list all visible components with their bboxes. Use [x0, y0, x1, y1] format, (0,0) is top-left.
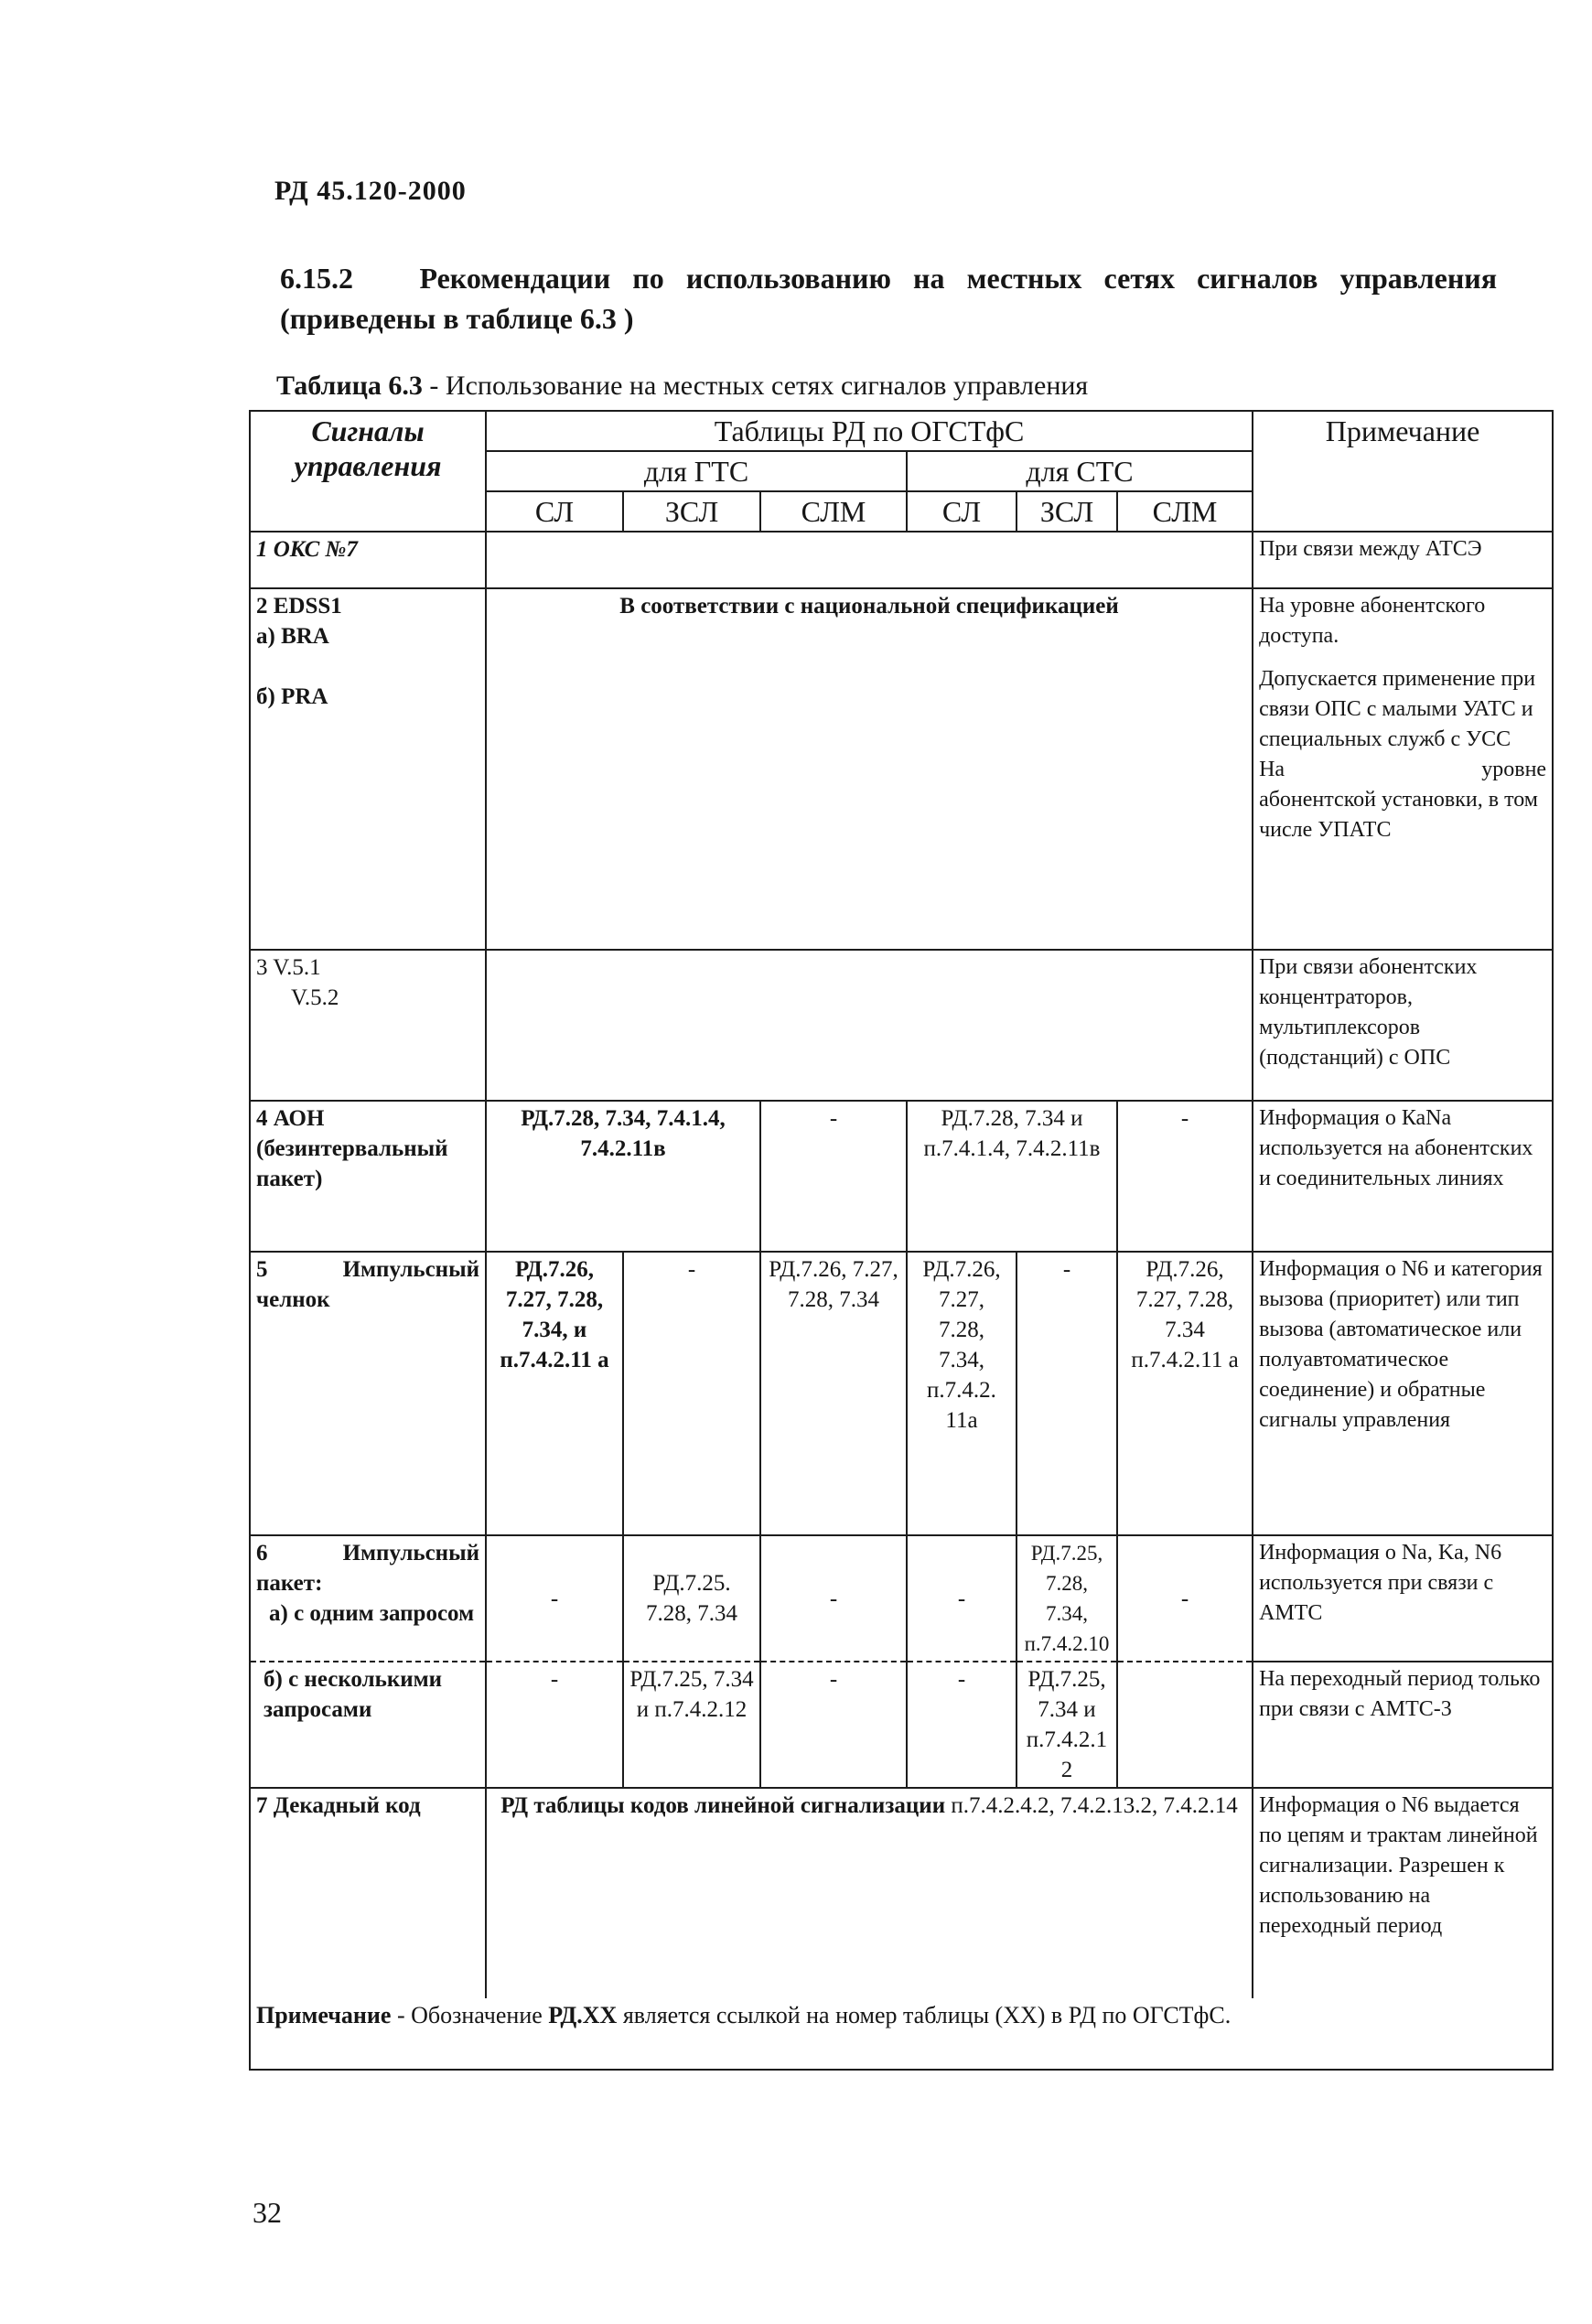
table-row [250, 1662, 1553, 1788]
row6a-signal-b: Импульсный [342, 1541, 479, 1565]
row6a-signal-c: пакет: [256, 1571, 323, 1596]
row2-note-b2b: уровне [1481, 758, 1547, 781]
row5-signal-c: челнок [256, 1287, 330, 1312]
row4-sts: РД.7.28, 7.34 и п.7.4.1.4, 7.4.2.11в [907, 1101, 1117, 1252]
header-gts-sl: СЛ [486, 491, 623, 532]
row2-note-a: На уровне абонентского доступа. [1259, 594, 1486, 648]
header-row-1 [250, 411, 1553, 451]
section-title: Рекомендации по использованию на местных сетях сигналов управления [419, 262, 1498, 295]
row5-sts-sl: РД.7.26, 7.27, 7.28, 7.34, п.7.4.2. 11а [907, 1252, 1017, 1535]
table-row [250, 1788, 1553, 1998]
row5-signal [250, 1252, 486, 1535]
row5-gts-zsl: - [623, 1252, 760, 1535]
table-row [250, 588, 1553, 950]
row5-signal-b: Импульсный [342, 1257, 479, 1282]
header-signals: Сигналы управления [250, 411, 486, 532]
row7-signal: 7 Декадный код [250, 1788, 486, 1998]
row1-tables [486, 532, 1253, 588]
section-heading [280, 258, 1497, 339]
row6b-note: На переходный период только при связи с АМТС-3 [1253, 1662, 1553, 1788]
row6a-gts-sl: - [486, 1535, 623, 1662]
row5-gts-sl: РД.7.26, 7.27, 7.28, 7.34, и п.7.4.2.11 а [486, 1252, 623, 1535]
row6a-gts-zsl: РД.7.25. 7.28, 7.34 [623, 1535, 760, 1662]
row6b-signal: б) с несколькими запросами [250, 1662, 486, 1788]
row6b-gts-zsl: РД.7.25, 7.34 и п.7.4.2.12 [623, 1662, 760, 1788]
table-row [250, 1101, 1553, 1252]
table-footnote [250, 1998, 1553, 2070]
section-subtitle: (приведены в таблице 6.3 ) [280, 302, 634, 335]
row7-tables [486, 1788, 1253, 1998]
table-caption-label: Таблица 6.3 [276, 371, 423, 401]
row6a-gts-slm: - [760, 1535, 907, 1662]
row2-signal [250, 588, 486, 950]
row4-gts: РД.7.28, 7.34, 7.4.1.4, 7.4.2.11в [486, 1101, 760, 1252]
row6b-gts-sl: - [486, 1662, 623, 1788]
row3-signal-2: V.5.2 [291, 985, 339, 1010]
row6b-sts-zsl: РД.7.25, 7.34 и п.7.4.2.1 2 [1017, 1662, 1117, 1788]
header-sts-slm: СЛМ [1117, 491, 1253, 532]
header-gts-zsl: ЗСЛ [623, 491, 760, 532]
table-caption [276, 371, 1088, 402]
row3-note: При связи абонентских концентраторов, мультиплексоров (подстанций) с ОПС [1253, 950, 1553, 1101]
row2-note-b2a: На [1259, 758, 1285, 781]
table-row [250, 532, 1553, 588]
table-row [250, 1535, 1553, 1662]
footnote-row [250, 1998, 1553, 2070]
row4-sts-slm: - [1117, 1101, 1253, 1252]
row7-span-bold: РД таблицы кодов линейной сигнализации [500, 1793, 946, 1818]
row1-note: При связи между АТСЭ [1253, 532, 1553, 588]
row6a-note: Информация о Na, Ka, N6 используется при связи с АМТС [1253, 1535, 1553, 1662]
row6a-sts-zsl: РД.7.25, 7.28, 7.34, п.7.4.2.10 [1017, 1535, 1117, 1662]
row6b-sts-slm [1117, 1662, 1253, 1788]
footnote-text-2: является ссылкой на номер таблицы (ХХ) в РД по ОГСТфС. [617, 2002, 1232, 2028]
row6a-signal-line [256, 1538, 479, 1568]
row5-signal-line [256, 1254, 479, 1285]
row4-signal: 4 АОН (безинтервальный пакет) [250, 1101, 486, 1252]
row7-span-rest: п.7.4.2.4.2, 7.4.2.13.2, 7.4.2.14 [945, 1793, 1238, 1818]
row2-tables: В соответствии с национальной спецификацией [486, 588, 1253, 950]
row4-note: Информация о КаNа используется на абонентских и соединительных линиях [1253, 1101, 1553, 1252]
header-sts-sl: СЛ [907, 491, 1017, 532]
header-sts: для СТС [907, 451, 1253, 491]
signals-table [249, 410, 1554, 2071]
row5-gts-slm: РД.7.26, 7.27, 7.28, 7.34 [760, 1252, 907, 1535]
header-tables: Таблицы РД по ОГСТфС [486, 411, 1253, 451]
document-code: РД 45.120-2000 [274, 176, 467, 206]
footnote-ref: РД.ХХ [548, 2002, 618, 2028]
row6a-signal [250, 1535, 486, 1662]
table-caption-text: - Использование на местных сетях сигналов управления [422, 371, 1089, 401]
row2-note-b1: Допускается применение при связи ОПС с малыми УАТС и специальных служб с УСС [1259, 667, 1536, 751]
table-row [250, 1252, 1553, 1535]
row6b-gts-slm: - [760, 1662, 907, 1788]
table-row [250, 950, 1553, 1101]
row6b-sts-sl: - [907, 1662, 1017, 1788]
page-number: 32 [253, 2196, 282, 2229]
row2-note-b2c: абонентской установки, в том числе УПАТС [1259, 788, 1538, 842]
row2-signal-a: а) BRA [256, 624, 329, 649]
row3-signal-1: 3 V.5.1 [256, 955, 321, 980]
row6a-signal-a: 6 [256, 1541, 268, 1565]
row6a-signal-d: а) с одним запросом [269, 1601, 475, 1626]
header-note: Примечание [1253, 411, 1553, 532]
header-gts-slm: СЛМ [760, 491, 907, 532]
header-sts-zsl: ЗСЛ [1017, 491, 1117, 532]
row5-sts-zsl: - [1017, 1252, 1117, 1535]
row5-sts-slm: РД.7.26, 7.27, 7.28, 7.34 п.7.4.2.11 а [1117, 1252, 1253, 1535]
section-number: 6.15.2 [280, 262, 353, 295]
footnote-label: Примечание [256, 2002, 392, 2028]
row1-signal: 1 ОКС №7 [250, 532, 486, 588]
row3-signal [250, 950, 486, 1101]
row5-signal-a: 5 [256, 1257, 268, 1282]
row4-gts-slm: - [760, 1101, 907, 1252]
row2-signal-b: б) PRA [256, 684, 328, 709]
footnote-text-1: - Обозначение [391, 2002, 549, 2028]
row2-note-b2-line [1259, 755, 1546, 785]
row2-note [1253, 588, 1553, 950]
row5-note: Информация о N6 и категория вызова (приоритет) или тип вызова (автоматическое или полуавтоматическое соединение) и обратные сигналы управления [1253, 1252, 1553, 1535]
row7-note: Информация о N6 выдается по цепям и трактам линейной сигнализации. Разрешен к использованию на переходный период [1253, 1788, 1553, 1998]
row6a-sts-slm: - [1117, 1535, 1253, 1662]
header-gts: для ГТС [486, 451, 907, 491]
row6a-sts-sl: - [907, 1535, 1017, 1662]
row2-signal-title: 2 EDSS1 [256, 594, 342, 619]
row3-tables [486, 950, 1253, 1101]
